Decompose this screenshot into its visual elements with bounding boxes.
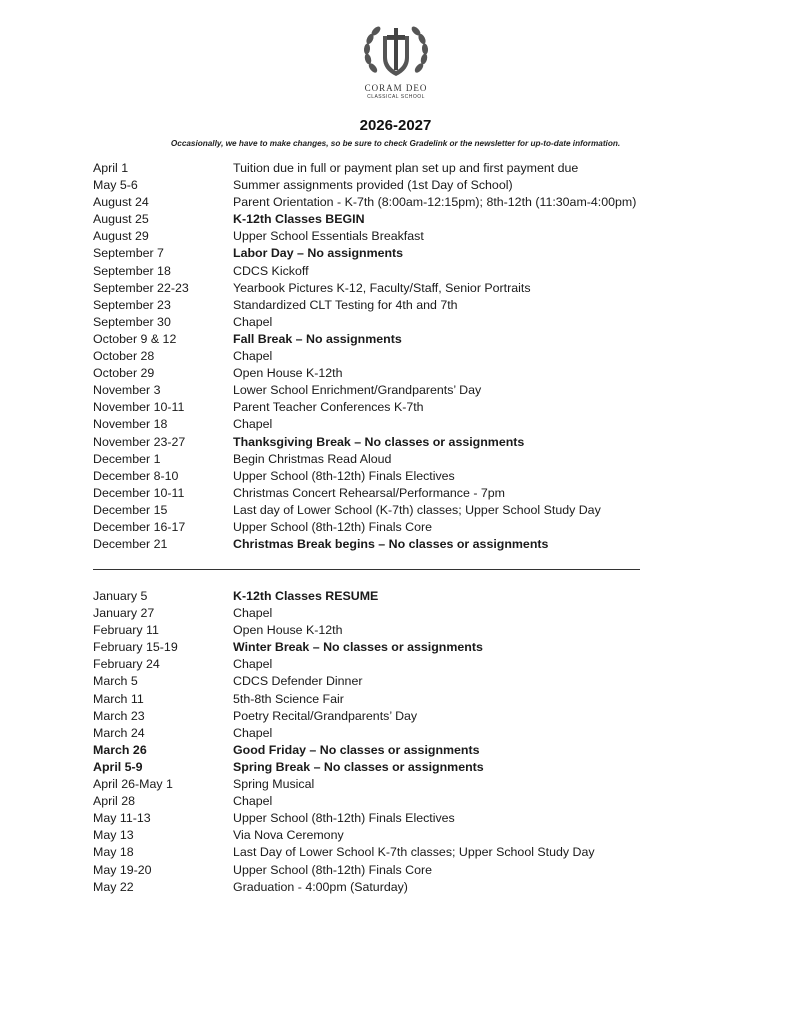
event-description: Parent Orientation - K-7th (8:00am-12:15pm); 8th-12th (11:30am-4:00pm) — [233, 195, 637, 210]
calendar-row — [93, 879, 693, 896]
event-description: Upper School (8th-12th) Finals Electives — [233, 811, 455, 826]
calendar-row — [93, 194, 693, 211]
logo-subname: CLASSICAL SCHOOL — [367, 94, 425, 100]
event-date: April 5-9 — [93, 759, 143, 774]
event-date: March 26 — [93, 742, 147, 757]
event-date: December 10-11 — [93, 485, 185, 500]
event-date: September 22-23 — [93, 280, 189, 295]
section-divider — [93, 569, 640, 570]
event-date: October 28 — [93, 349, 155, 364]
event-date: May 19-20 — [93, 862, 152, 877]
calendar-row — [93, 519, 693, 536]
event-description: Christmas Concert Rehearsal/Performance - 7pm — [233, 485, 506, 500]
calendar-row — [93, 725, 693, 742]
event-date: September 7 — [93, 246, 164, 261]
event-description: Chapel — [233, 725, 273, 740]
event-date: March 5 — [93, 674, 138, 689]
calendar-row — [93, 177, 693, 194]
event-date: May 11-13 — [93, 811, 151, 826]
event-description: Upper School (8th-12th) Finals Electives — [233, 468, 455, 483]
event-description: Fall Break – No assignments — [233, 331, 402, 346]
calendar-row — [93, 776, 693, 793]
event-date: November 3 — [93, 383, 161, 398]
event-date: January 27 — [93, 606, 155, 621]
calendar-row — [93, 280, 693, 297]
event-description: Spring Musical — [233, 777, 315, 792]
event-description: Last day of Lower School (K-7th) classes; Upper School Study Day — [233, 502, 601, 517]
event-description: Christmas Break begins – No classes or assignments — [233, 537, 549, 552]
event-date: January 5 — [93, 589, 148, 603]
calendar-row — [93, 434, 693, 451]
event-date: February 15-19 — [93, 640, 178, 655]
school-logo — [356, 24, 436, 100]
event-date: May 13 — [93, 828, 134, 843]
event-date: February 24 — [93, 657, 160, 672]
calendar-row — [93, 605, 693, 622]
event-description: Good Friday – No classes or assignments — [233, 742, 480, 757]
calendar-row — [93, 844, 693, 861]
event-date: April 1 — [93, 161, 129, 175]
calendar-row — [93, 742, 693, 759]
calendar-row — [93, 416, 693, 433]
calendar-row — [93, 485, 693, 502]
event-description: Upper School (8th-12th) Finals Core — [233, 862, 433, 877]
crest-icon — [363, 24, 429, 82]
calendar-row — [93, 451, 693, 468]
event-description: Tuition due in full or payment plan set up and first payment due — [233, 161, 579, 175]
spring-calendar-list — [93, 588, 693, 896]
calendar-row — [93, 502, 693, 519]
event-date: November 10-11 — [93, 400, 185, 415]
calendar-row — [93, 211, 693, 228]
event-description: Thanksgiving Break – No classes or assignments — [233, 434, 525, 449]
event-description: Summer assignments provided (1st Day of School) — [233, 178, 513, 193]
fall-calendar-list — [93, 160, 693, 553]
calendar-row — [93, 708, 693, 725]
page-title: 2026-2027 — [359, 117, 432, 134]
event-date: December 15 — [93, 502, 168, 517]
event-description: Labor Day – No assignments — [233, 246, 404, 261]
calendar-row — [93, 468, 693, 485]
event-description: Poetry Recital/Grandparents’ Day — [233, 708, 418, 723]
calendar-row — [93, 245, 693, 262]
calendar-row — [93, 810, 693, 827]
event-date: March 24 — [93, 725, 145, 740]
event-date: May 18 — [93, 845, 134, 860]
event-description: Last Day of Lower School K-7th classes; Upper School Study Day — [233, 845, 595, 860]
event-description: Open House K-12th — [233, 623, 343, 638]
event-description: Chapel — [233, 417, 273, 432]
event-description: Yearbook Pictures K-12, Faculty/Staff, Senior Portraits — [233, 280, 531, 295]
event-date: August 29 — [93, 229, 149, 244]
event-date: November 23-27 — [93, 434, 186, 449]
event-date: December 16-17 — [93, 519, 186, 534]
event-description: CDCS Kickoff — [233, 263, 309, 278]
calendar-row — [93, 399, 693, 416]
event-date: September 23 — [93, 297, 171, 312]
calendar-row — [93, 691, 693, 708]
logo-name: CORAM DEO — [364, 83, 428, 93]
calendar-row — [93, 588, 693, 605]
event-date: August 25 — [93, 212, 149, 227]
event-description: K-12th Classes RESUME — [233, 589, 379, 603]
calendar-row — [93, 536, 693, 553]
calendar-row — [93, 673, 693, 690]
event-date: December 1 — [93, 451, 161, 466]
calendar-row — [93, 314, 693, 331]
event-date: November 18 — [93, 417, 168, 432]
calendar-row — [93, 793, 693, 810]
event-description: Parent Teacher Conferences K-7th — [233, 400, 424, 415]
event-description: Spring Break – No classes or assignments — [233, 759, 484, 774]
event-description: Chapel — [233, 657, 273, 672]
calendar-row — [93, 656, 693, 673]
event-date: September 30 — [93, 314, 171, 329]
event-date: March 11 — [93, 691, 144, 706]
event-description: Graduation - 4:00pm (Saturday) — [233, 879, 408, 894]
event-description: K-12th Classes BEGIN — [233, 212, 365, 227]
event-description: Open House K-12th — [233, 366, 343, 381]
event-date: October 29 — [93, 366, 155, 381]
event-description: 5th-8th Science Fair — [233, 691, 344, 706]
event-date: August 24 — [93, 195, 149, 210]
event-description: CDCS Defender Dinner — [233, 674, 363, 689]
calendar-row — [93, 297, 693, 314]
event-description: Chapel — [233, 794, 273, 809]
event-date: April 26-May 1 — [93, 777, 173, 792]
calendar-row — [93, 639, 693, 656]
event-date: May 5-6 — [93, 178, 138, 193]
calendar-row — [93, 228, 693, 245]
event-description: Upper School Essentials Breakfast — [233, 229, 424, 244]
event-description: Via Nova Ceremony — [233, 828, 344, 843]
event-description: Winter Break – No classes or assignments — [233, 640, 483, 655]
event-date: May 22 — [93, 879, 134, 894]
event-description: Standardized CLT Testing for 4th and 7th — [233, 297, 458, 312]
event-description: Chapel — [233, 349, 273, 364]
calendar-row — [93, 331, 693, 348]
calendar-row — [93, 263, 693, 280]
calendar-row — [93, 827, 693, 844]
calendar-row — [93, 160, 693, 177]
event-date: December 21 — [93, 537, 168, 552]
calendar-row — [93, 365, 693, 382]
event-date: October 9 & 12 — [93, 331, 177, 346]
event-date: March 23 — [93, 708, 145, 723]
event-description: Upper School (8th-12th) Finals Core — [233, 519, 433, 534]
calendar-row — [93, 348, 693, 365]
event-date: February 11 — [93, 623, 159, 638]
calendar-row — [93, 862, 693, 879]
calendar-row — [93, 382, 693, 399]
event-description: Lower School Enrichment/Grandparents’ Day — [233, 383, 482, 398]
event-description: Begin Christmas Read Aloud — [233, 451, 392, 466]
event-date: September 18 — [93, 263, 171, 278]
event-date: April 28 — [93, 794, 136, 809]
event-description: Chapel — [233, 314, 273, 329]
event-description: Chapel — [233, 606, 273, 621]
page-subtitle: Occasionally, we have to make changes, so be sure to check Gradelink or the newsletter for up-to-date information. — [170, 139, 621, 148]
event-date: December 8-10 — [93, 468, 179, 483]
calendar-row — [93, 759, 693, 776]
calendar-row — [93, 622, 693, 639]
